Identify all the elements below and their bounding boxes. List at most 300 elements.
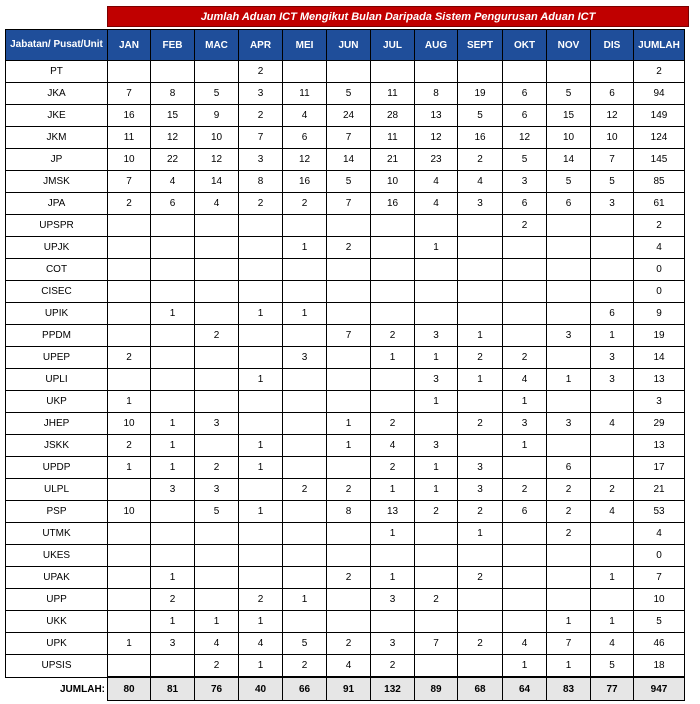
table-row <box>6 413 685 435</box>
month-value-cell <box>591 457 634 479</box>
unit-name-cell: UKP <box>6 391 108 413</box>
month-value-cell: 4 <box>371 435 415 457</box>
month-value-cell: 3 <box>458 479 503 501</box>
month-value-cell: 2 <box>239 193 283 215</box>
table-row <box>6 325 685 347</box>
month-value-cell: 12 <box>415 127 458 149</box>
row-total-cell: 19 <box>634 325 685 347</box>
month-value-cell: 16 <box>108 105 151 127</box>
row-total-cell: 14 <box>634 347 685 369</box>
row-total-cell: 2 <box>634 215 685 237</box>
row-total-cell: 3 <box>634 391 685 413</box>
month-value-cell: 6 <box>503 83 547 105</box>
month-value-cell <box>327 259 371 281</box>
month-value-cell <box>195 391 239 413</box>
month-value-cell: 1 <box>415 347 458 369</box>
month-value-cell <box>458 259 503 281</box>
unit-name-cell: JP <box>6 149 108 171</box>
month-value-cell <box>503 567 547 589</box>
unit-name-cell: UPP <box>6 589 108 611</box>
month-value-cell: 6 <box>547 457 591 479</box>
month-value-cell <box>108 655 151 678</box>
month-header-okt: OKT <box>503 30 547 61</box>
month-value-cell: 6 <box>547 193 591 215</box>
row-total-cell: 0 <box>634 259 685 281</box>
month-value-cell: 15 <box>151 105 195 127</box>
month-value-cell <box>195 237 239 259</box>
month-value-cell <box>239 237 283 259</box>
month-value-cell: 1 <box>591 611 634 633</box>
month-value-cell <box>503 523 547 545</box>
month-value-cell: 2 <box>371 413 415 435</box>
month-value-cell: 12 <box>591 105 634 127</box>
month-value-cell: 1 <box>458 325 503 347</box>
month-value-cell <box>547 237 591 259</box>
month-value-cell: 1 <box>151 435 195 457</box>
row-total-cell: 9 <box>634 303 685 325</box>
month-value-cell: 1 <box>371 567 415 589</box>
month-value-cell: 1 <box>415 479 458 501</box>
row-total-cell: 0 <box>634 281 685 303</box>
month-value-cell <box>327 611 371 633</box>
month-value-cell: 1 <box>415 391 458 413</box>
month-value-cell: 6 <box>503 105 547 127</box>
month-value-cell <box>283 501 327 523</box>
month-value-cell <box>547 281 591 303</box>
month-value-cell <box>239 347 283 369</box>
month-value-cell: 1 <box>458 369 503 391</box>
month-header-dis: DIS <box>591 30 634 61</box>
month-value-cell: 3 <box>195 413 239 435</box>
month-value-cell <box>458 215 503 237</box>
month-value-cell <box>327 589 371 611</box>
month-value-cell: 3 <box>415 369 458 391</box>
month-value-cell: 21 <box>371 149 415 171</box>
table-row <box>6 127 685 149</box>
month-value-cell: 5 <box>591 655 634 678</box>
month-value-cell: 11 <box>108 127 151 149</box>
row-total-cell: 4 <box>634 237 685 259</box>
month-value-cell: 3 <box>195 479 239 501</box>
row-total-cell: 5 <box>634 611 685 633</box>
unit-name-cell: COT <box>6 259 108 281</box>
month-value-cell: 1 <box>503 435 547 457</box>
row-total-cell: 2 <box>634 61 685 83</box>
month-value-cell <box>239 215 283 237</box>
month-value-cell <box>503 545 547 567</box>
month-value-cell <box>283 215 327 237</box>
month-value-cell <box>503 611 547 633</box>
row-total-cell: 149 <box>634 105 685 127</box>
month-value-cell: 1 <box>327 435 371 457</box>
month-value-cell: 2 <box>327 633 371 655</box>
month-value-cell <box>239 479 283 501</box>
month-value-cell <box>371 237 415 259</box>
month-value-cell: 7 <box>327 325 371 347</box>
unit-name-cell: UKK <box>6 611 108 633</box>
month-value-cell: 10 <box>108 413 151 435</box>
month-value-cell <box>503 325 547 347</box>
month-value-cell <box>415 303 458 325</box>
month-value-cell: 10 <box>108 149 151 171</box>
month-value-cell <box>108 523 151 545</box>
month-value-cell <box>151 391 195 413</box>
month-value-cell <box>108 611 151 633</box>
month-value-cell <box>503 303 547 325</box>
month-value-cell: 2 <box>151 589 195 611</box>
month-value-cell <box>547 347 591 369</box>
month-value-cell <box>283 523 327 545</box>
row-total-cell: 13 <box>634 435 685 457</box>
month-value-cell: 3 <box>458 193 503 215</box>
month-value-cell: 24 <box>327 105 371 127</box>
month-value-cell: 2 <box>458 567 503 589</box>
month-value-cell: 3 <box>415 325 458 347</box>
month-value-cell <box>239 567 283 589</box>
month-value-cell <box>591 523 634 545</box>
row-total-cell: 21 <box>634 479 685 501</box>
month-value-cell: 2 <box>283 479 327 501</box>
month-value-cell <box>591 215 634 237</box>
table-row <box>6 149 685 171</box>
row-total-cell: 85 <box>634 171 685 193</box>
month-value-cell <box>151 215 195 237</box>
month-value-cell: 10 <box>108 501 151 523</box>
month-value-cell: 6 <box>503 193 547 215</box>
month-value-cell: 2 <box>327 237 371 259</box>
month-value-cell <box>415 259 458 281</box>
month-value-cell: 2 <box>195 457 239 479</box>
table-title: Jumlah Aduan ICT Mengikut Bulan Daripada Sistem Pengurusan Aduan ICT <box>107 6 689 27</box>
unit-name-cell: UPSPR <box>6 215 108 237</box>
month-value-cell: 2 <box>108 435 151 457</box>
table-row <box>6 611 685 633</box>
month-value-cell: 5 <box>327 83 371 105</box>
month-value-cell <box>327 215 371 237</box>
month-value-cell: 7 <box>239 127 283 149</box>
month-value-cell: 11 <box>371 83 415 105</box>
month-value-cell: 3 <box>547 325 591 347</box>
month-value-cell: 1 <box>151 413 195 435</box>
month-header-apr: APR <box>239 30 283 61</box>
month-value-cell: 13 <box>415 105 458 127</box>
month-value-cell <box>195 281 239 303</box>
month-value-cell: 6 <box>283 127 327 149</box>
month-value-cell <box>415 61 458 83</box>
month-value-cell: 2 <box>239 61 283 83</box>
month-value-cell <box>591 545 634 567</box>
month-value-cell <box>151 501 195 523</box>
unit-name-cell: PPDM <box>6 325 108 347</box>
month-value-cell <box>195 259 239 281</box>
unit-name-cell: JKE <box>6 105 108 127</box>
month-value-cell <box>283 325 327 347</box>
month-value-cell <box>108 215 151 237</box>
month-value-cell: 4 <box>239 633 283 655</box>
month-value-cell <box>151 259 195 281</box>
month-value-cell: 2 <box>503 215 547 237</box>
month-value-cell: 5 <box>503 149 547 171</box>
month-value-cell: 16 <box>283 171 327 193</box>
month-value-cell: 2 <box>547 523 591 545</box>
month-value-cell <box>458 435 503 457</box>
month-total-cell: 81 <box>151 677 195 701</box>
month-value-cell: 1 <box>239 369 283 391</box>
month-value-cell: 2 <box>108 193 151 215</box>
unit-name-cell: PSP <box>6 501 108 523</box>
month-value-cell: 1 <box>371 523 415 545</box>
month-value-cell <box>108 325 151 347</box>
month-value-cell: 3 <box>151 479 195 501</box>
unit-name-cell: JSKK <box>6 435 108 457</box>
totals-row <box>6 677 685 701</box>
month-value-cell <box>327 303 371 325</box>
month-header-jun: JUN <box>327 30 371 61</box>
table-row <box>6 479 685 501</box>
month-value-cell <box>458 391 503 413</box>
row-total-cell: 7 <box>634 567 685 589</box>
complaints-table <box>5 29 685 701</box>
month-value-cell: 1 <box>503 391 547 413</box>
month-value-cell: 7 <box>591 149 634 171</box>
month-value-cell: 3 <box>503 413 547 435</box>
table-row <box>6 105 685 127</box>
table-row <box>6 655 685 678</box>
month-value-cell: 10 <box>195 127 239 149</box>
month-value-cell: 1 <box>547 369 591 391</box>
month-value-cell <box>195 215 239 237</box>
month-value-cell: 8 <box>327 501 371 523</box>
month-value-cell <box>283 259 327 281</box>
month-value-cell: 7 <box>108 83 151 105</box>
month-value-cell: 4 <box>591 413 634 435</box>
month-value-cell: 4 <box>503 369 547 391</box>
month-value-cell <box>108 259 151 281</box>
month-value-cell <box>503 237 547 259</box>
month-value-cell: 2 <box>458 501 503 523</box>
table-row <box>6 237 685 259</box>
month-value-cell: 2 <box>458 149 503 171</box>
table-row <box>6 567 685 589</box>
month-value-cell: 1 <box>239 611 283 633</box>
month-value-cell: 2 <box>327 479 371 501</box>
unit-name-cell: JKA <box>6 83 108 105</box>
month-value-cell: 6 <box>591 303 634 325</box>
month-header-jan: JAN <box>108 30 151 61</box>
grand-total-cell: 947 <box>634 677 685 701</box>
month-value-cell: 1 <box>239 655 283 678</box>
month-value-cell <box>283 281 327 303</box>
total-column-header: JUMLAH <box>634 30 685 61</box>
month-value-cell: 4 <box>415 193 458 215</box>
table-row <box>6 259 685 281</box>
month-value-cell <box>371 611 415 633</box>
month-value-cell: 4 <box>283 105 327 127</box>
row-total-cell: 94 <box>634 83 685 105</box>
month-value-cell <box>591 237 634 259</box>
unit-name-cell: PT <box>6 61 108 83</box>
month-header-sept: SEPT <box>458 30 503 61</box>
unit-name-cell: JPA <box>6 193 108 215</box>
month-value-cell <box>458 237 503 259</box>
unit-name-cell: JMSK <box>6 171 108 193</box>
month-value-cell <box>371 215 415 237</box>
month-value-cell <box>327 523 371 545</box>
month-value-cell <box>503 281 547 303</box>
month-value-cell <box>503 457 547 479</box>
row-total-cell: 46 <box>634 633 685 655</box>
month-value-cell <box>591 589 634 611</box>
month-total-cell: 89 <box>415 677 458 701</box>
row-total-cell: 145 <box>634 149 685 171</box>
month-value-cell <box>327 347 371 369</box>
month-value-cell: 7 <box>327 193 371 215</box>
unit-name-cell: CISEC <box>6 281 108 303</box>
month-value-cell <box>503 61 547 83</box>
month-value-cell <box>108 545 151 567</box>
month-value-cell <box>108 281 151 303</box>
month-value-cell: 1 <box>547 611 591 633</box>
table-row <box>6 281 685 303</box>
totals-label: JUMLAH: <box>6 677 108 701</box>
table-row <box>6 61 685 83</box>
month-value-cell: 1 <box>151 567 195 589</box>
table-body <box>6 61 685 678</box>
month-value-cell: 19 <box>458 83 503 105</box>
month-value-cell <box>371 545 415 567</box>
month-value-cell: 2 <box>195 325 239 347</box>
month-header-feb: FEB <box>151 30 195 61</box>
month-value-cell <box>151 655 195 678</box>
month-value-cell: 4 <box>591 501 634 523</box>
unit-name-cell: UPDP <box>6 457 108 479</box>
month-value-cell: 2 <box>283 193 327 215</box>
month-value-cell: 1 <box>108 457 151 479</box>
month-value-cell: 6 <box>151 193 195 215</box>
month-value-cell: 11 <box>283 83 327 105</box>
month-value-cell: 4 <box>327 655 371 678</box>
month-value-cell: 3 <box>547 413 591 435</box>
month-value-cell: 4 <box>151 171 195 193</box>
month-value-cell <box>195 523 239 545</box>
month-value-cell: 3 <box>283 347 327 369</box>
month-value-cell <box>458 611 503 633</box>
month-value-cell: 2 <box>239 105 283 127</box>
unit-name-cell: ULPL <box>6 479 108 501</box>
unit-name-cell: UPEP <box>6 347 108 369</box>
month-value-cell: 3 <box>151 633 195 655</box>
month-value-cell: 1 <box>239 501 283 523</box>
month-value-cell: 13 <box>371 501 415 523</box>
month-value-cell <box>547 589 591 611</box>
month-value-cell: 2 <box>108 347 151 369</box>
month-value-cell: 2 <box>415 589 458 611</box>
month-value-cell: 12 <box>151 127 195 149</box>
month-value-cell <box>239 413 283 435</box>
month-value-cell <box>151 545 195 567</box>
month-value-cell <box>371 61 415 83</box>
month-value-cell: 1 <box>151 611 195 633</box>
table-row <box>6 171 685 193</box>
month-header-jul: JUL <box>371 30 415 61</box>
month-value-cell <box>547 435 591 457</box>
month-value-cell <box>415 655 458 678</box>
row-total-cell: 4 <box>634 523 685 545</box>
month-total-cell: 66 <box>283 677 327 701</box>
month-value-cell <box>547 545 591 567</box>
month-value-cell <box>151 347 195 369</box>
month-value-cell <box>503 589 547 611</box>
month-value-cell <box>327 369 371 391</box>
month-value-cell: 1 <box>591 325 634 347</box>
unit-name-cell: JHEP <box>6 413 108 435</box>
month-value-cell: 2 <box>547 479 591 501</box>
month-value-cell: 2 <box>547 501 591 523</box>
month-value-cell: 14 <box>547 149 591 171</box>
month-value-cell: 4 <box>195 633 239 655</box>
month-value-cell: 1 <box>327 413 371 435</box>
month-value-cell: 10 <box>591 127 634 149</box>
month-value-cell: 7 <box>108 171 151 193</box>
row-total-cell: 10 <box>634 589 685 611</box>
month-value-cell <box>503 259 547 281</box>
month-value-cell: 2 <box>371 655 415 678</box>
month-value-cell: 2 <box>371 457 415 479</box>
table-row <box>6 83 685 105</box>
table-row <box>6 435 685 457</box>
table-row <box>6 457 685 479</box>
month-value-cell <box>591 435 634 457</box>
unit-name-cell: UPAK <box>6 567 108 589</box>
month-value-cell: 3 <box>371 589 415 611</box>
month-value-cell: 3 <box>591 369 634 391</box>
month-value-cell: 5 <box>283 633 327 655</box>
header-row <box>6 30 685 61</box>
month-value-cell: 2 <box>195 655 239 678</box>
month-value-cell: 1 <box>283 589 327 611</box>
month-value-cell: 2 <box>239 589 283 611</box>
month-value-cell: 6 <box>503 501 547 523</box>
month-value-cell: 7 <box>415 633 458 655</box>
month-value-cell <box>283 435 327 457</box>
month-value-cell <box>151 281 195 303</box>
month-value-cell: 9 <box>195 105 239 127</box>
month-value-cell <box>239 281 283 303</box>
month-value-cell: 2 <box>415 501 458 523</box>
month-value-cell: 1 <box>151 457 195 479</box>
month-value-cell: 3 <box>371 633 415 655</box>
month-value-cell <box>108 479 151 501</box>
month-value-cell: 1 <box>415 237 458 259</box>
month-value-cell: 15 <box>547 105 591 127</box>
table-row <box>6 215 685 237</box>
month-total-cell: 77 <box>591 677 634 701</box>
month-value-cell: 1 <box>283 237 327 259</box>
unit-name-cell: UPSIS <box>6 655 108 678</box>
month-value-cell <box>327 545 371 567</box>
month-value-cell <box>371 281 415 303</box>
month-value-cell: 3 <box>591 193 634 215</box>
month-value-cell <box>283 413 327 435</box>
month-value-cell <box>415 281 458 303</box>
month-value-cell: 2 <box>458 347 503 369</box>
month-value-cell <box>591 391 634 413</box>
month-value-cell: 1 <box>108 633 151 655</box>
row-total-cell: 0 <box>634 545 685 567</box>
month-value-cell: 1 <box>591 567 634 589</box>
month-value-cell <box>371 369 415 391</box>
month-value-cell: 8 <box>151 83 195 105</box>
